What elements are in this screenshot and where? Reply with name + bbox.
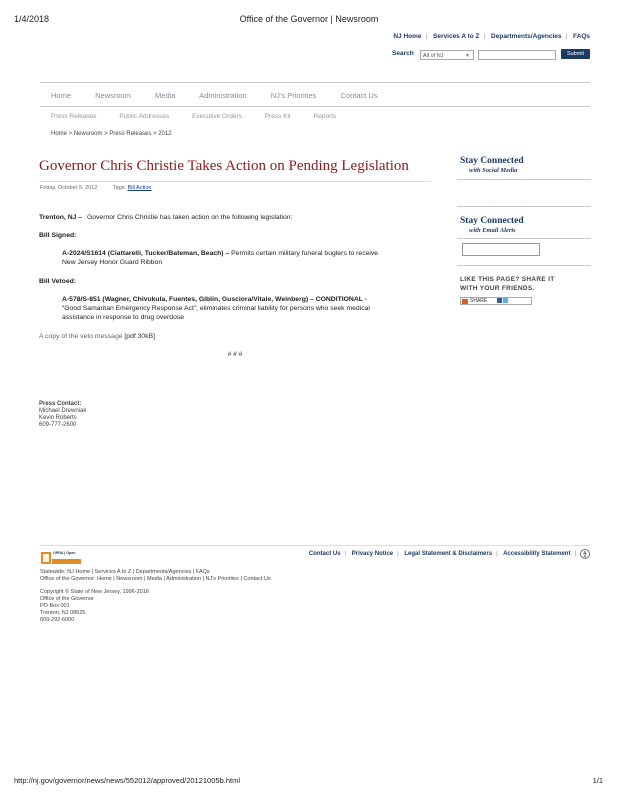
search-label: Search [392,50,414,57]
share-prompt-line: WITH YOUR FRIENDS. [460,285,535,292]
search-input[interactable] [478,50,556,60]
util-services-link[interactable]: Services A to Z [433,33,480,40]
social-title: Stay Connected [460,156,524,166]
sidebar-divider [457,179,591,180]
nav-priorities[interactable]: NJ's Priorities [270,91,317,100]
util-nj-home-link[interactable]: NJ Home [393,33,422,40]
subnav-executive-orders[interactable]: Executive Orders [192,113,242,120]
office-links[interactable]: Office of the Governor: Home | Newsroom | Media | Administration | NJ's Priorities | Contact Us [40,576,271,582]
press-contact-name: Michael Drewniak [39,408,87,414]
intro-text: Governor Chris Christie has taken action on the following legislation: [86,214,293,221]
nav-bottom-divider [40,106,590,107]
signed-bill [62,249,442,267]
footer-nav [40,569,271,583]
accessibility-icon[interactable] [580,549,590,559]
utility-nav: NJ Home | Services A to Z | Departments/Agencies | FAQs [393,33,590,40]
opra-logo-text [53,551,86,561]
signed-bill-desc-1: Permits certain military funeral buglers to receive [231,250,379,257]
address-line: Office of the Governor [40,596,95,602]
press-contact-label: Press Contact: [39,401,82,407]
footer-links: Contact Us | Privacy Notice | Legal Statement & Disclaimers | Accessibility Statement | [308,551,576,557]
copyright: Copyright © State of New Jersey, 1996-2018 [40,589,149,595]
nav-contact[interactable]: Contact Us [340,91,378,100]
tags-label: Tags: [112,185,127,191]
vetoed-bill-desc-2: assistance in response to drug overdose [62,314,185,321]
footer-contact-link[interactable]: Contact Us [308,551,341,557]
title-divider [39,181,431,182]
footer-divider [40,545,590,546]
address-line: 609-292-6000 [40,617,75,623]
article-date: Friday, October 5, 2012 [40,185,98,191]
article-meta [40,185,151,191]
sidebar-divider [457,206,591,207]
vetoed-bill-id: A-578/S-851 (Wagner, Chivukula, Fuentes, Giblin, Gusciora/Vitale, Weinberg) – CONDITIONAL - [62,296,367,303]
veto-pdf-size: [pdf 30kB] [124,333,156,340]
print-url: http://nj.gov/governor/news/news/552012/approved/20121005b.html [14,776,240,785]
main-nav [51,91,400,100]
breadcrumb[interactable]: Home > Newsroom > Press Releases > 2012 [51,131,172,137]
subnav-reports[interactable]: Reports [313,113,337,120]
facebook-icon [497,298,502,303]
email-subtitle: with Email Alerts [469,227,516,234]
chevron-down-icon: ▼ [465,53,470,59]
nav-home[interactable]: Home [51,91,72,100]
share-icon [462,299,468,304]
page-title: Governor Chris Christie Takes Action on Pending Legislation [39,158,409,174]
address-line: PO Box 001 [40,603,70,609]
subnav-press-kit[interactable]: Press Kit [264,113,291,120]
bill-signed-heading: Bill Signed: [39,232,77,239]
share-prompt [460,275,554,293]
statewide-links[interactable]: Statewide: NJ Home | Services A to Z | Departments/Agencies | FAQs [40,569,210,575]
address-line: Trenton, NJ 08625 [40,610,86,616]
tag-link[interactable]: Bill Action [127,185,152,191]
nav-top-divider [40,82,590,83]
intro-paragraph [39,213,292,222]
sub-nav [51,113,357,120]
press-contact [39,401,86,429]
search-submit-button[interactable]: Submit [561,49,590,59]
email-title: Stay Connected [460,216,524,226]
signed-bill-desc-2: New Jersey Honor Guard Ribbon [62,259,163,266]
bill-vetoed-heading: Bill Vetoed: [39,278,77,285]
signed-bill-id: A-2024/S1614 (Ciattarelli, Tucker/Bateman, Beach) – [62,250,230,257]
subnav-press-releases[interactable]: Press Releases [51,113,97,120]
press-contact-phone: 609-777-2600 [39,422,77,428]
nav-administration[interactable]: Administration [199,91,247,100]
search-scope-select[interactable] [420,50,474,60]
footer-legal-link[interactable]: Legal Statement & Disclaimers [404,551,493,557]
sidebar-divider [457,265,591,266]
util-departments-link[interactable]: Departments/Agencies [491,33,562,40]
footer-privacy-link[interactable]: Privacy Notice [351,551,394,557]
opra-logo-line: Public Records Act [53,556,86,560]
share-prompt-line: LIKE THIS PAGE? SHARE IT [460,276,555,283]
share-button[interactable] [460,297,532,305]
util-faqs-link[interactable]: FAQs [573,33,590,40]
print-title: Office of the Governor | Newsroom [239,14,379,24]
sidebar-divider [457,238,591,239]
press-contact-name: Kevin Roberts [39,415,77,421]
share-label: SHARE [470,298,488,304]
opra-logo-line: OPRA | Open [53,551,76,555]
social-subtitle: with Social Media [469,167,518,174]
veto-message-link[interactable]: A copy of the veto message [39,333,123,340]
email-alert-input[interactable] [462,243,540,256]
nav-media[interactable]: Media [155,91,176,100]
dateline: Trenton, NJ – [39,214,83,221]
footer-address [40,589,149,624]
search-scope-value: All of NJ [423,53,444,59]
footer-accessibility-link[interactable]: Accessibility Statement [503,551,571,557]
twitter-icon [503,298,508,303]
page-number: 1/1 [592,776,603,785]
nav-newsroom[interactable]: Newsroom [95,91,131,100]
subnav-public-addresses[interactable]: Public Addresses [119,113,170,120]
veto-message-line [39,332,155,341]
print-date: 1/4/2018 [14,14,50,24]
vetoed-bill-desc-1: “Good Samaritan Emergency Response Act”; eliminates criminal liability for persons who seek medical [62,305,370,312]
end-mark: # # # [227,351,243,358]
vetoed-bill [62,295,452,322]
